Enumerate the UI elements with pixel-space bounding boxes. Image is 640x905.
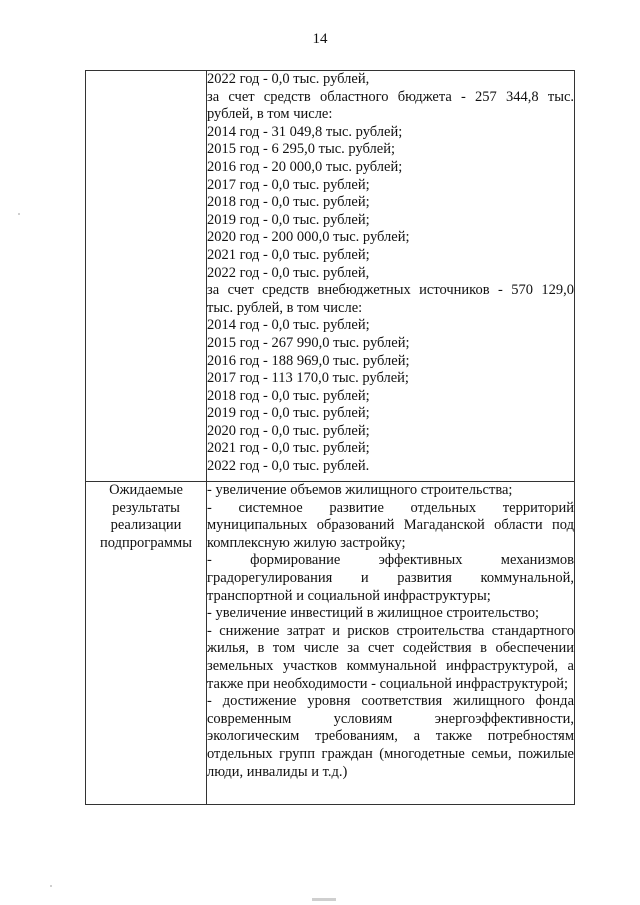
expected-result-item: - увеличение объемов жилищного строительства; (207, 482, 513, 498)
table-row-funding (86, 71, 575, 482)
table-row-expected-results (86, 482, 575, 805)
funding-line: 2018 год - 0,0 тыс. рублей; (207, 387, 370, 404)
funding-line: 2019 год - 0,0 тыс. рублей; (207, 405, 370, 422)
funding-line: 2021 год - 0,0 тыс. рублей; (207, 246, 370, 263)
funding-line: тыс. рублей, в том числе: (207, 299, 363, 316)
scan-speck (50, 885, 52, 887)
funding-details-cell (207, 71, 575, 482)
funding-line: 2021 год - 0,0 тыс. рублей; (207, 440, 370, 457)
expected-results-label-line: Ожидаемые (109, 482, 183, 498)
expected-result-item: - увеличение инвестиций в жилищное строительство; (207, 605, 540, 622)
funding-line: рублей, в том числе: (207, 106, 333, 123)
funding-line: 2015 год - 267 990,0 тыс. рублей; (207, 334, 410, 351)
funding-line: 2022 год - 0,0 тыс. рублей, (207, 264, 370, 281)
funding-line: 2016 год - 188 969,0 тыс. рублей; (207, 352, 410, 369)
funding-line: 2015 год - 6 295,0 тыс. рублей; (207, 141, 395, 158)
funding-line: за счет средств внебюджетных источников - 570 129,0 (207, 282, 574, 299)
funding-line: 2022 год - 0,0 тыс. рублей. (207, 458, 370, 475)
expected-result-item: - снижение затрат и рисков строительства стандартного жилья, в том числе за счет содействия в обеспечении земельных участков коммунальной инфраструктурой, а также при необходимости - социальной инфраструктурой; (207, 622, 574, 692)
scan-speck (312, 898, 336, 901)
funding-label-cell (86, 71, 207, 482)
funding-line: за счет средств областного бюджета - 257 344,8 тыс. (207, 88, 574, 105)
funding-line: 2014 год - 0,0 тыс. рублей; (207, 317, 370, 334)
funding-line: 2016 год - 20 000,0 тыс. рублей; (207, 158, 403, 175)
funding-line: 2017 год - 0,0 тыс. рублей; (207, 176, 370, 193)
subprogram-passport-table (85, 70, 575, 805)
funding-line: 2020 год - 200 000,0 тыс. рублей; (207, 229, 410, 246)
funding-line: 2017 год - 113 170,0 тыс. рублей; (207, 370, 409, 387)
scan-speck (18, 213, 20, 215)
funding-line: 2014 год - 31 049,8 тыс. рублей; (207, 123, 403, 140)
page-number: 14 (312, 31, 328, 47)
expected-result-item: - достижение уровня соответствия жилищного фонда современным условиям энергоэффективности, экологическим требованиям, а также потребностям отдельных групп граждан (многодетные семьи, пожилые люди, инвалиды и т.д.) (207, 693, 574, 780)
expected-results-label-cell (86, 482, 207, 805)
expected-results-cell (207, 482, 575, 805)
funding-line: 2022 год - 0,0 тыс. рублей, (207, 71, 370, 87)
expected-result-item: - системное развитие отдельных территорий муниципальных образований Магаданской области под комплексную жилую застройку; (207, 499, 574, 551)
expected-result-item: - формирование эффективных механизмов градорегулирования и развития коммунальной, транспортной и социальной инфраструктуры; (207, 552, 574, 604)
expected-results-label-line: результаты (112, 499, 180, 516)
expected-results-label-line: подпрограммы (100, 534, 192, 551)
funding-line: 2018 год - 0,0 тыс. рублей; (207, 194, 370, 211)
expected-results-label-line: реализации (110, 517, 182, 534)
funding-line: 2019 год - 0,0 тыс. рублей; (207, 211, 370, 228)
funding-line: 2020 год - 0,0 тыс. рублей; (207, 422, 370, 439)
